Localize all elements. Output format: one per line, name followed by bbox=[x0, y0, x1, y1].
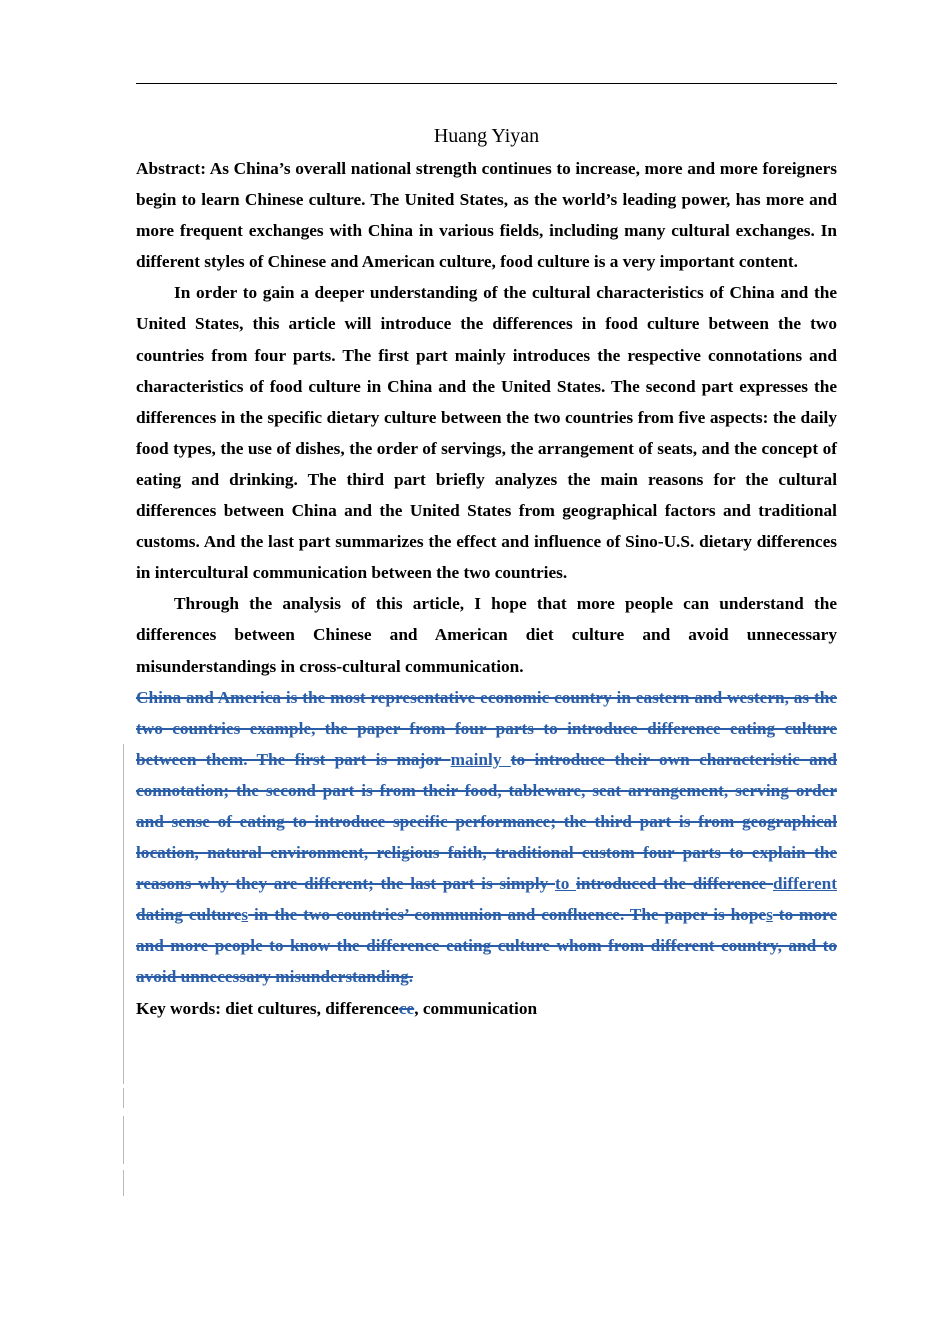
deleted-text: introduced the difference bbox=[576, 874, 773, 894]
keywords-text-end: , communication bbox=[414, 998, 538, 1018]
header-rule bbox=[136, 83, 837, 84]
change-bar bbox=[123, 1088, 124, 1108]
deleted-text: in the two countries’ communion and confluence. The paper is hope bbox=[248, 905, 767, 925]
inserted-text: different bbox=[773, 874, 837, 894]
abstract-paragraph-1: Abstract: As China’s overall national strength continues to increase, more and more foreigners begin to learn Chinese culture. The United States, as the world’s leading power, has more and more frequent exchanges with China in various fields, including many cultural exchanges. In different styles of Chinese and American culture, food culture is a very important content. bbox=[136, 159, 837, 272]
document-body bbox=[136, 153, 837, 1024]
deleted-text: dating culture bbox=[136, 905, 242, 925]
inserted-text: s bbox=[241, 905, 249, 925]
change-bar bbox=[123, 1170, 124, 1196]
deleted-text: China and America is the most representative economic country in eastern and western, as the two countries example, the paper from four parts to introduce difference eating culture between them. The first part is major bbox=[136, 687, 837, 769]
keywords-line bbox=[136, 993, 837, 1024]
deleted-text: to introduce their own characteristic and connotation; the second part is from their food, tableware, seat arrangement, serving order and sense of eating to introduce specific performance; the third part is from geographical location, natural environment, religious faith, traditional custom four parts to explain the reasons why they are different; the last part is simply bbox=[136, 749, 838, 894]
inserted-text: s bbox=[766, 905, 773, 925]
tracked-change-paragraph bbox=[136, 682, 837, 993]
abstract-paragraph-2: In order to gain a deeper understanding of the cultural characteristics of China and the United States, this article will introduce the differences in food culture between the two countries from four parts. The first part mainly introduces the respective connotations and characteristics of food culture in China and the United States. The second part expresses the differences in the specific dietary culture between the two countries from five aspects: the daily food types, the use of dishes, the order of servings, the arrangement of seats, and the concept of eating and drinking. The third part briefly analyzes the main reasons for the cultural differences between China and the United States from geographical factors and traditional customs. And the last part summarizes the effect and influence of Sino-U.S. dietary differences in intercultural communication between the two countries. bbox=[136, 283, 837, 583]
inserted-text: to bbox=[554, 874, 577, 894]
change-bar bbox=[123, 1116, 124, 1164]
keywords-text: Key words: diet cultures, difference bbox=[136, 998, 399, 1018]
abstract-paragraph-3: Through the analysis of this article, I hope that more people can understand the differences between Chinese and American diet culture and avoid unnecessary misunderstandings in cross-cultural communication. bbox=[136, 594, 837, 676]
deleted-text: ce bbox=[398, 998, 415, 1018]
inserted-text: mainly bbox=[450, 749, 511, 769]
author-name: Huang Yiyan bbox=[433, 125, 540, 147]
change-bar bbox=[123, 744, 124, 1084]
deleted-text: to more and more people to know the difference eating culture whom from different country, and to avoid unnecessary misunderstanding. bbox=[136, 905, 837, 987]
